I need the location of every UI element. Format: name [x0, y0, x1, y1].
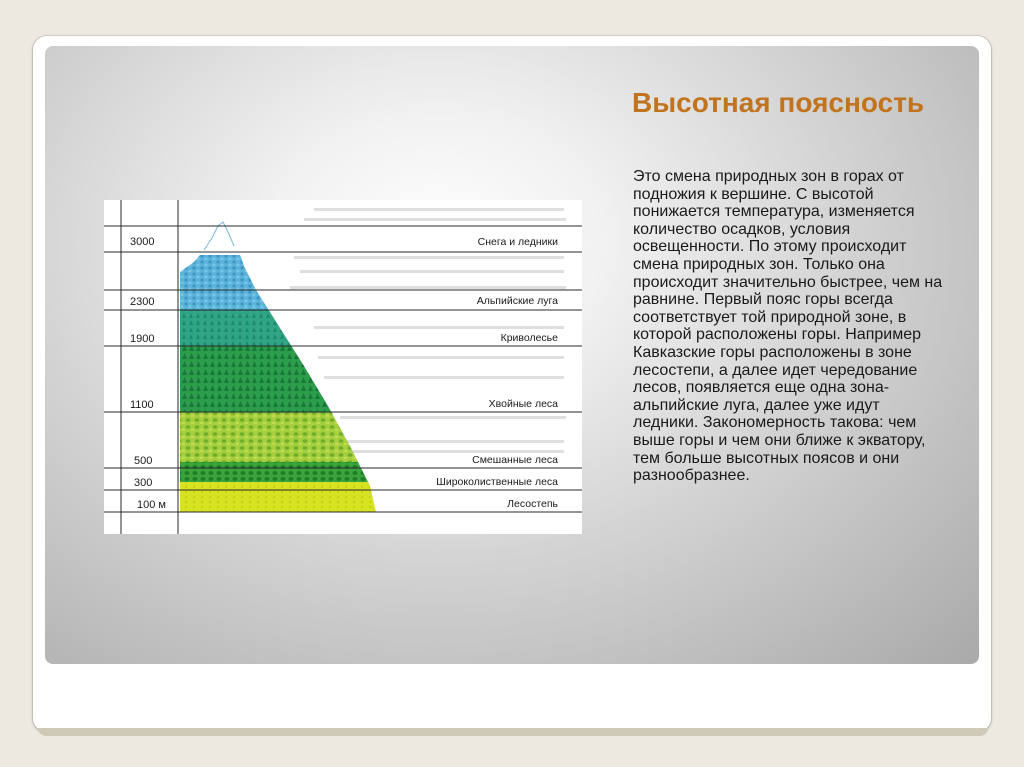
altitude-label: 300	[134, 477, 153, 489]
zone-label-mixed: Смешанные леса	[472, 454, 558, 466]
zone-alpine-band	[174, 255, 394, 313]
zone-label-alpine: Альпийские луга	[476, 295, 558, 307]
slide-title: Высотная поясность	[632, 87, 925, 118]
zone-label-krummholz: Криволесье	[500, 332, 558, 344]
altitude-label: 3000	[130, 236, 155, 248]
altitude-label: 1100	[130, 399, 154, 411]
zone-label-snow: Снега и ледники	[477, 236, 558, 248]
zone-broadleaf-band	[174, 462, 394, 484]
altitude-label: 1900	[130, 333, 155, 345]
altitude-label: 100 м	[137, 499, 166, 511]
slide-card-edge	[38, 728, 988, 736]
zone-label-broadleaf: Широколиственные леса	[436, 476, 558, 488]
slide-body-text: Это смена природных зон в горах от подножия к вершине. С высотой понижается температура, изменяется количество осадков, условия освещенности. По этому происходит смена природных зон. Только она происходит значительно быстрее, чем на равнине. Первый пояс горы всегда соответствует той природной зоне, в которой расположены горы. Например Кавказские горы расположены в зоне лесостепи, а далее идет чередование лесов, появляется еще одна зона- альпийские луга, далее уже идут ледники. Закономерность такова: чем выше горы и чем они ближе к экватору, тем больше высотных поясов и они разнообразнее.	[633, 168, 943, 485]
altitude-zones-diagram	[104, 200, 582, 534]
altitude-axis	[130, 236, 166, 511]
altitude-label: 500	[134, 455, 153, 467]
altitude-zones-figure	[104, 200, 582, 534]
zone-label-steppe: Лесостепь	[507, 498, 558, 510]
zone-mixed-band	[174, 412, 394, 464]
zone-labels	[436, 236, 558, 510]
zone-label-conifer: Хвойные леса	[488, 398, 558, 410]
altitude-label: 2300	[130, 296, 155, 308]
zone-steppe-band	[174, 482, 394, 514]
